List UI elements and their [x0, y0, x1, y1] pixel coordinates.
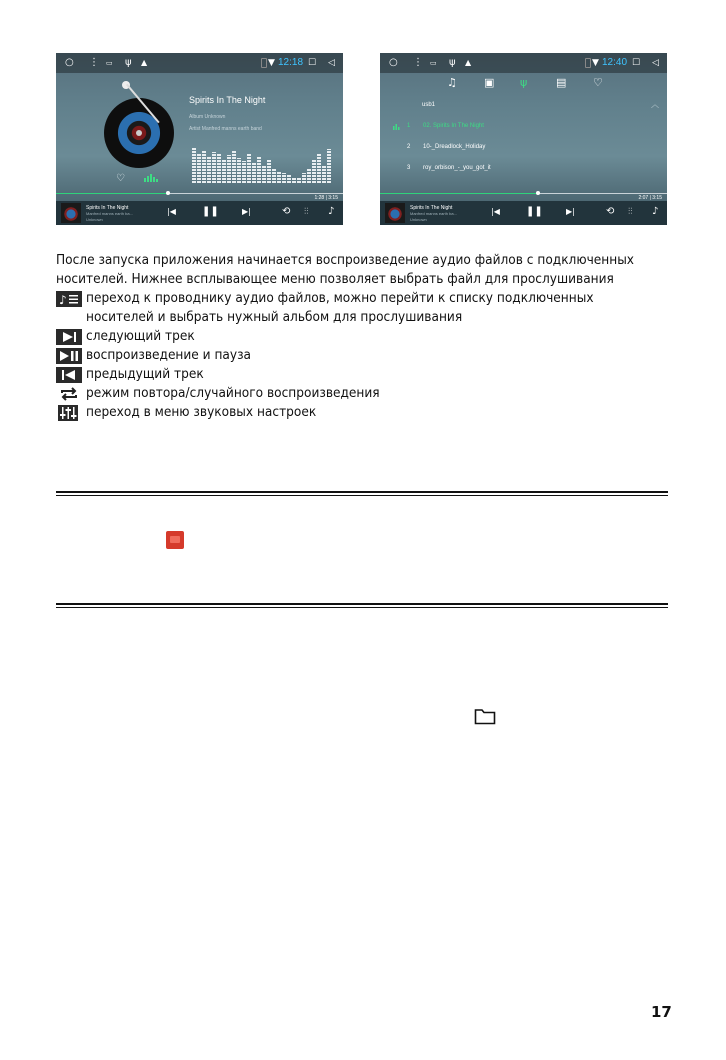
mini-title: Spirits In The Night — [410, 205, 453, 211]
mini-player — [380, 201, 667, 225]
status-time: 12:18 — [278, 57, 304, 68]
music-list-tab-icon[interactable]: ♫ — [447, 76, 457, 89]
spectrum-bar — [232, 150, 236, 183]
artist-line: Artist Manfred manns earth band — [189, 126, 262, 132]
mini-album: Unknown — [410, 217, 427, 222]
spectrum-bar — [207, 157, 211, 183]
sd-card-tab-icon[interactable]: ▣ — [484, 76, 495, 89]
favorite-icon[interactable]: ♡ — [116, 173, 125, 184]
spectrum-bar — [267, 159, 271, 183]
home-circle-icon[interactable]: ○ — [389, 57, 398, 68]
spectrum-bar — [302, 173, 306, 183]
spectrum-bar — [317, 153, 321, 183]
back-icon[interactable]: ◁ — [652, 58, 659, 68]
home-circle-icon[interactable]: ○ — [65, 57, 74, 68]
progress-bar[interactable] — [56, 193, 343, 194]
usb-icon: ψ — [449, 57, 456, 68]
mini-artist: Manfred manns earth ba... — [86, 211, 133, 216]
screen-icon: ▭ — [430, 59, 437, 67]
time-label: 1:28 | 3:15 — [314, 195, 338, 201]
spectrum-bar — [297, 177, 301, 183]
next-track-icon — [56, 329, 82, 345]
playlist-button[interactable]: ♪ — [328, 206, 335, 217]
spectrum-bar — [282, 173, 286, 183]
recent-apps-icon[interactable]: ☐ — [632, 58, 641, 68]
folder-label: usb1 — [422, 102, 436, 108]
status-bar — [56, 53, 343, 73]
usb-tab-icon[interactable]: ψ — [520, 76, 528, 89]
progress-fill — [380, 193, 538, 194]
recent-apps-icon[interactable]: ☐ — [308, 58, 317, 68]
spectrum-bar — [262, 165, 266, 183]
next-button[interactable]: ▶| — [566, 207, 575, 216]
play-pause-icon — [56, 348, 82, 364]
equalizer-button[interactable]: ⫶⫶ — [304, 207, 309, 217]
favorites-tab-icon[interactable]: ♡ — [593, 76, 603, 89]
spectrum-bar — [202, 150, 206, 183]
repeat-button[interactable]: ⟲ — [282, 206, 291, 217]
music-list-icon — [56, 291, 82, 307]
battery-icon — [585, 58, 591, 68]
album-line: Album Unknown — [189, 114, 226, 120]
track-number: 1 — [407, 123, 411, 129]
previous-button[interactable]: |◀ — [491, 207, 500, 216]
pause-button[interactable]: ❚❚ — [202, 206, 219, 217]
repeat-icon — [56, 386, 82, 402]
spectrum-bar — [277, 171, 281, 183]
track-name[interactable]: 02. Spirits In The Night — [423, 123, 484, 129]
mini-album: Unknown — [86, 217, 103, 222]
previous-button[interactable]: |◀ — [167, 207, 176, 216]
battery-icon — [261, 58, 267, 68]
svg-text:♪: ♪ — [59, 293, 67, 307]
page-number: 17 — [651, 1003, 672, 1021]
legend-text: следующий трек — [86, 329, 195, 344]
warning-icon: ▲ — [141, 58, 148, 67]
progress-fill — [56, 193, 168, 194]
spectrum-bar — [197, 153, 201, 183]
status-bar — [380, 53, 667, 73]
spectrum-bar — [222, 159, 226, 183]
legend-text: переход в меню звуковых настроек — [86, 405, 317, 420]
equalizer-mini-icon — [144, 174, 158, 182]
spectrum-bar — [292, 177, 296, 183]
player-screenshot — [56, 53, 343, 225]
spectrum-bar — [192, 147, 196, 183]
intro-line-1: После запуска приложения начинается воспроизведение аудио файлов с подключенных — [56, 253, 635, 268]
usb-icon: ψ — [125, 57, 132, 68]
collapse-icon[interactable]: ︿ — [651, 100, 659, 109]
time-label: 2:07 | 3:15 — [638, 195, 662, 201]
spectrum-bar — [272, 169, 276, 183]
spectrum-bar — [247, 153, 251, 183]
spectrum-bar — [312, 159, 316, 183]
spectrum-bar — [327, 149, 331, 183]
back-icon[interactable]: ◁ — [328, 58, 335, 68]
warning-icon: ▲ — [465, 58, 472, 67]
spectrum-bar — [257, 156, 261, 183]
spectrum-bar — [322, 165, 326, 183]
folder-tab-icon[interactable]: ▤ — [556, 76, 567, 89]
next-button[interactable]: ▶| — [242, 207, 251, 216]
repeat-button[interactable]: ⟲ — [606, 206, 615, 217]
menu-dots-icon[interactable]: ⋮ — [89, 57, 99, 68]
spectrum-bar — [242, 161, 246, 183]
pause-button[interactable]: ❚❚ — [526, 206, 543, 217]
intro-line-2: носителей. Нижнее всплывающее меню позволяет выбрать файл для прослушивания — [56, 272, 614, 287]
status-time: 12:40 — [602, 57, 628, 68]
mini-title: Spirits In The Night — [86, 205, 129, 211]
section-divider — [56, 491, 668, 496]
album-thumbnail[interactable] — [61, 203, 81, 223]
progress-knob[interactable] — [166, 191, 170, 195]
wifi-icon: ▼ — [592, 58, 599, 68]
now-playing-icon — [393, 124, 401, 130]
equalizer-icon — [56, 405, 82, 421]
browser-screenshot — [380, 53, 667, 225]
legend-text: режим повтора/случайного воспроизведения — [86, 386, 380, 401]
equalizer-button[interactable]: ⫶⫶ — [628, 207, 633, 217]
screen-icon: ▭ — [106, 59, 113, 67]
track-title: Spirits In The Night — [189, 95, 266, 105]
spectrum-bar — [287, 175, 291, 183]
spectrum-bar — [212, 152, 216, 183]
legend-text: предыдущий трек — [86, 367, 204, 382]
vinyl-disc-artwork — [104, 98, 174, 168]
spectrum-bar — [307, 169, 311, 183]
album-thumbnail[interactable] — [385, 203, 405, 223]
spectrum-bar — [237, 158, 241, 183]
mini-player — [56, 201, 343, 225]
spectrum-bar — [252, 163, 256, 183]
previous-track-icon — [56, 367, 82, 383]
legend-text: воспроизведение и пауза — [86, 348, 252, 363]
section-divider — [56, 603, 668, 608]
mini-artist: Manfred manns earth ba... — [410, 211, 457, 216]
music-app-icon[interactable] — [166, 531, 184, 549]
spectrum-bar — [217, 154, 221, 183]
wifi-icon: ▼ — [268, 58, 275, 68]
track-number: 2 — [407, 144, 411, 150]
progress-bar[interactable] — [380, 193, 667, 194]
folder-icon — [474, 707, 496, 725]
track-name[interactable]: 10-_Dreadlock_Holiday — [423, 144, 486, 150]
track-name[interactable]: roy_orbison_-_you_got_it — [423, 165, 491, 171]
playlist-button[interactable]: ♪ — [652, 206, 659, 217]
legend-text: переход к проводнику аудио файлов, можно перейти к списку подключенных — [86, 291, 594, 306]
spectrum-bar — [227, 155, 231, 183]
audio-spectrum — [192, 141, 332, 183]
track-number: 3 — [407, 165, 411, 171]
menu-dots-icon[interactable]: ⋮ — [413, 57, 423, 68]
legend-text: носителей и выбрать нужный альбом для прослушивания — [86, 310, 463, 325]
progress-knob[interactable] — [536, 191, 540, 195]
